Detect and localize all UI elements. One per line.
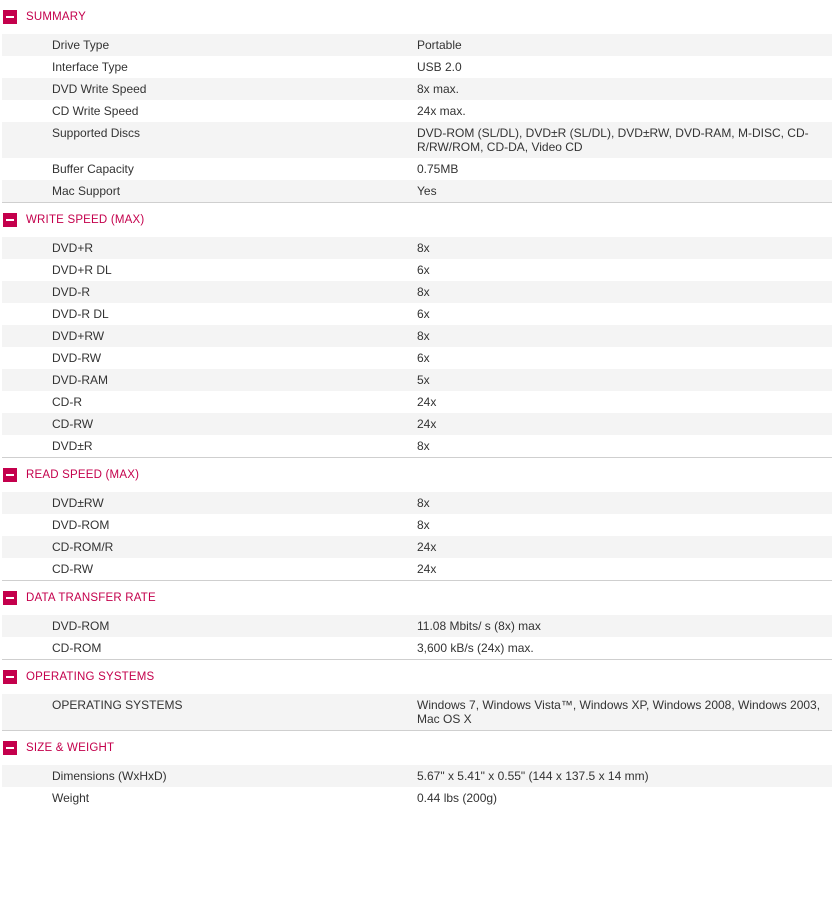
spec-value: 6x — [417, 351, 430, 365]
spec-value: 24x — [417, 395, 437, 409]
collapse-minus-icon[interactable] — [3, 468, 17, 482]
section-header-size-weight[interactable] — [2, 731, 832, 765]
spec-value: 24x max. — [417, 104, 466, 118]
collapse-minus-icon[interactable] — [3, 591, 17, 605]
spec-row — [2, 237, 832, 259]
spec-value: 8x — [417, 329, 430, 343]
spec-value: 3,600 kB/s (24x) max. — [417, 641, 534, 655]
spec-label: Weight — [52, 791, 90, 805]
spec-table — [2, 34, 832, 202]
spec-row — [2, 259, 832, 281]
spec-label: DVD-R DL — [52, 307, 109, 321]
spec-label: Dimensions (WxHxD) — [52, 769, 167, 783]
spec-section-write-speed-max — [2, 203, 832, 458]
spec-label: CD-RW — [52, 562, 94, 576]
spec-label: DVD±R — [52, 439, 93, 453]
spec-table — [2, 237, 832, 457]
spec-table — [2, 765, 832, 809]
spec-label: DVD-ROM — [52, 518, 110, 532]
spec-label: DVD-RAM — [52, 373, 108, 387]
spec-label: DVD±RW — [52, 496, 104, 510]
spec-row — [2, 514, 832, 536]
spec-row — [2, 122, 832, 158]
section-header-summary[interactable] — [2, 0, 832, 34]
spec-value: 8x — [417, 518, 430, 532]
spec-value: 24x — [417, 417, 437, 431]
spec-row — [2, 694, 832, 730]
spec-section-read-speed-max — [2, 458, 832, 581]
section-title: WRITE SPEED (MAX) — [26, 214, 145, 226]
spec-row — [2, 787, 832, 809]
spec-row — [2, 413, 832, 435]
spec-section-size-weight — [2, 731, 832, 809]
spec-label: Mac Support — [52, 184, 121, 198]
spec-value: 6x — [417, 307, 430, 321]
spec-label: DVD+R — [52, 241, 94, 255]
spec-row — [2, 492, 832, 514]
section-header-data-transfer-rate[interactable] — [2, 581, 832, 615]
spec-value: 8x — [417, 496, 430, 510]
spec-value: 8x — [417, 241, 430, 255]
section-title: SUMMARY — [26, 11, 86, 23]
spec-value: 8x — [417, 439, 430, 453]
spec-label: DVD-R — [52, 285, 90, 299]
spec-value: 0.44 lbs (200g) — [417, 791, 498, 805]
section-header-operating-systems[interactable] — [2, 660, 832, 694]
spec-section-data-transfer-rate — [2, 581, 832, 660]
spec-table — [2, 615, 832, 659]
collapse-minus-icon[interactable] — [3, 213, 17, 227]
spec-row — [2, 56, 832, 78]
spec-row — [2, 369, 832, 391]
spec-value: DVD-ROM (SL/DL), DVD±R (SL/DL), DVD±RW, DVD-RAM, M-DISC, CD-R/RW/ROM, CD-DA, Video CD — [417, 126, 809, 154]
spec-label: DVD-ROM — [52, 619, 110, 633]
spec-value: 0.75MB — [417, 162, 459, 176]
spec-label: Drive Type — [52, 38, 110, 52]
spec-label: DVD+R DL — [52, 263, 112, 277]
spec-row — [2, 637, 832, 659]
spec-label: DVD-RW — [52, 351, 102, 365]
spec-row — [2, 180, 832, 202]
spec-label: OPERATING SYSTEMS — [52, 698, 183, 712]
spec-label: CD-ROM/R — [52, 540, 114, 554]
spec-label: CD-R — [52, 395, 82, 409]
section-title: OPERATING SYSTEMS — [26, 671, 155, 683]
spec-value: 8x — [417, 285, 430, 299]
spec-label: Interface Type — [52, 60, 128, 74]
spec-value: 5x — [417, 373, 430, 387]
spec-label: Buffer Capacity — [52, 162, 134, 176]
spec-row — [2, 158, 832, 180]
spec-label: DVD Write Speed — [52, 82, 147, 96]
spec-label: Supported Discs — [52, 126, 141, 140]
spec-value: 6x — [417, 263, 430, 277]
spec-row — [2, 34, 832, 56]
spec-table — [2, 694, 832, 730]
spec-section-summary — [2, 0, 832, 203]
spec-value: 11.08 Mbits/ s (8x) max — [417, 619, 541, 633]
spec-row — [2, 435, 832, 457]
section-header-read-speed-max[interactable] — [2, 458, 832, 492]
spec-row — [2, 615, 832, 637]
section-title: READ SPEED (MAX) — [26, 469, 140, 481]
spec-value: 5.67" x 5.41" x 0.55" (144 x 137.5 x 14 mm) — [417, 769, 649, 783]
spec-row — [2, 303, 832, 325]
spec-label: CD-ROM — [52, 641, 102, 655]
spec-row — [2, 765, 832, 787]
spec-label: DVD+RW — [52, 329, 105, 343]
spec-label: CD-RW — [52, 417, 94, 431]
section-title: SIZE & WEIGHT — [26, 742, 115, 754]
spec-label: CD Write Speed — [52, 104, 139, 118]
section-header-write-speed-max[interactable] — [2, 203, 832, 237]
spec-row — [2, 281, 832, 303]
spec-row — [2, 536, 832, 558]
spec-row — [2, 558, 832, 580]
spec-value: 24x — [417, 562, 437, 576]
spec-value: 24x — [417, 540, 437, 554]
spec-row — [2, 78, 832, 100]
spec-row — [2, 391, 832, 413]
collapse-minus-icon[interactable] — [3, 10, 17, 24]
section-title: DATA TRANSFER RATE — [26, 592, 156, 604]
spec-value: Yes — [417, 184, 437, 198]
spec-value: Portable — [417, 38, 462, 52]
spec-table — [2, 492, 832, 580]
collapse-minus-icon[interactable] — [3, 670, 17, 684]
spec-row — [2, 100, 832, 122]
spec-value: Windows 7, Windows Vista™, Windows XP, Windows 2008, Windows 2003, Mac OS X — [417, 698, 821, 726]
spec-value: 8x max. — [417, 82, 460, 96]
spec-row — [2, 325, 832, 347]
spec-row — [2, 347, 832, 369]
collapse-minus-icon[interactable] — [3, 741, 17, 755]
spec-value: USB 2.0 — [417, 60, 462, 74]
spec-section-operating-systems — [2, 660, 832, 731]
